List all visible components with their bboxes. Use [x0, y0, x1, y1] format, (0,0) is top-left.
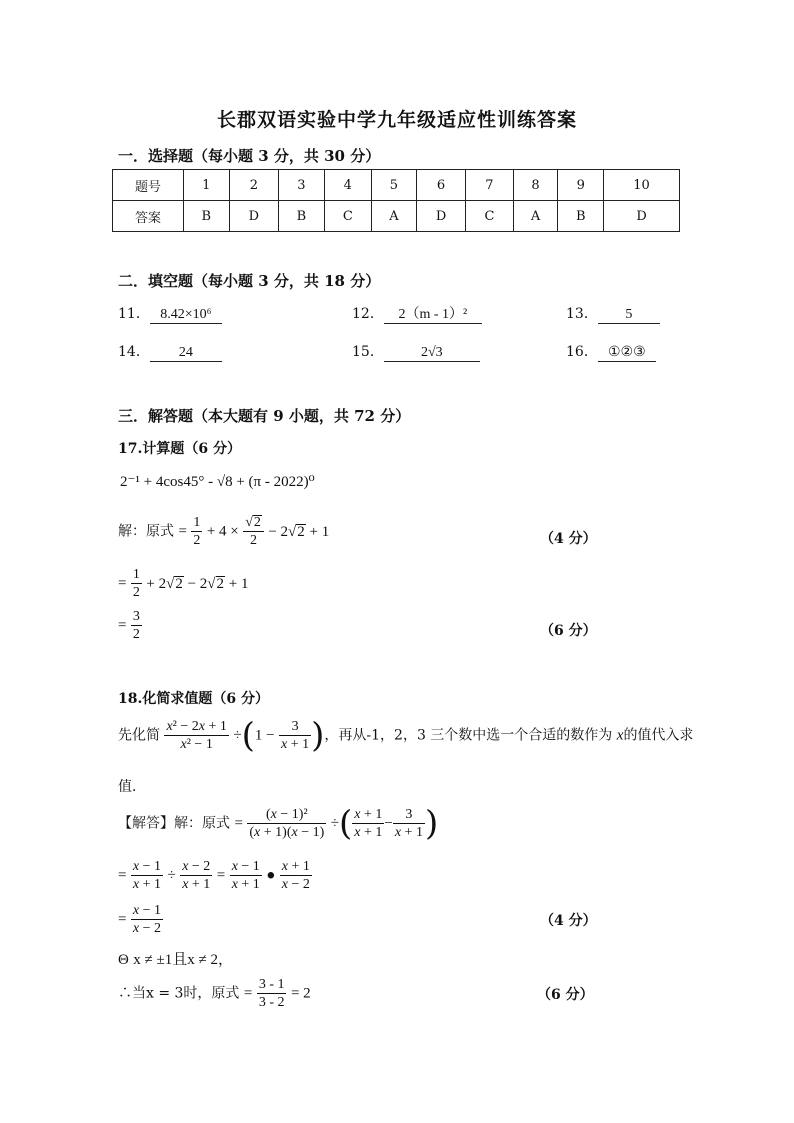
question-number: 2	[229, 170, 278, 201]
q17-points-1: （4 分）	[540, 531, 597, 547]
item-answer: 8.42×10⁶	[150, 306, 222, 324]
item-label: 11．	[118, 306, 150, 322]
fill-item-14	[118, 341, 222, 362]
prompt-text: 的值代入求	[623, 727, 694, 744]
q17-points-2: （6 分）	[540, 623, 597, 639]
q17-solution-line-1: 解：原式 = $\frac{1}{2}$ + 4 × $\frac{√2}{2}$ − 2√2 + 1	[118, 515, 330, 548]
item-label: 14．	[118, 344, 150, 360]
question-number: 1	[184, 170, 230, 201]
question-number: 4	[324, 170, 371, 201]
q17-expression: 2⁻¹ + 4cos45° - √8 + (π - 2022)⁰	[120, 474, 315, 490]
prompt-text: 先化简	[118, 727, 160, 744]
fill-item-15	[352, 341, 480, 362]
answer-cell: B	[558, 201, 604, 232]
fill-item-16	[566, 341, 656, 362]
condition-text: x ≠ ±1且x ≠ 2，	[133, 952, 233, 968]
q18-solution-line-2: = $\frac{x - 1}{x + 1}$ ÷ $\frac{x - 2}{x + 1}$ = $\frac{x - 1}{x + 1}$ ● $\frac{x + 1}{x - 2}$	[118, 859, 310, 892]
item-answer: 2√3	[384, 344, 480, 362]
final-prefix: ∴当x = 3时，原式	[118, 985, 240, 1002]
question-number: 5	[371, 170, 416, 201]
fraction: $\frac{x + 1}{x + 1}$	[354, 807, 383, 840]
q18-solution-line-3: = $\frac{x - 1}{x - 2}$	[118, 903, 162, 936]
fraction: $\frac{3 - 1}{3 - 2}$	[258, 977, 285, 1010]
fraction: $\frac{x - 2}{x + 1}$	[182, 859, 211, 892]
answer-cell: B	[184, 201, 230, 232]
row-label-answer: 答案	[113, 201, 184, 232]
q18-title: 18.化简求值题（6 分）	[118, 691, 269, 707]
q18-condition	[118, 948, 233, 969]
fraction: $\frac{3}{2}$	[132, 609, 140, 642]
fill-item-12	[352, 303, 482, 324]
answer-cell: A	[371, 201, 416, 232]
q18-prompt: 先化简 $\frac{\text{x² − 2x + 1}}{\text{x² − 1}}$ ÷(1 − $\frac{3}{x + 1}$ )，再从-1，2，3 三个数中选一个合适的数作为 x的值代入求	[118, 715, 694, 756]
fraction: $\frac{3}{x + 1}$	[394, 807, 423, 840]
solution-prefix: 【解答】解：原式	[118, 815, 230, 832]
question-number: 6	[416, 170, 465, 201]
q17-title: 17.计算题（6 分）	[118, 441, 241, 457]
fraction: $\frac{3}{x + 1}$	[281, 719, 310, 752]
fill-item-13	[566, 303, 660, 324]
fill-item-11	[118, 303, 222, 324]
item-answer: 2（m - 1）²	[384, 306, 482, 324]
fraction: $\frac{x - 1}{x + 1}$	[132, 859, 162, 892]
question-number: 7	[466, 170, 513, 201]
answer-cell: A	[513, 201, 558, 232]
fraction: $\frac{x - 1}{x - 2}$	[132, 903, 162, 936]
answer-cell: D	[604, 201, 680, 232]
q18-solution-line-1: 【解答】解：原式 = $\frac{\text{(x − 1)²}}{(x + 1)(x - 1)}$ ÷( $\frac{x + 1}{x + 1}$ − $\frac{3}{x + 1}$ )	[118, 803, 439, 844]
fraction: $\frac{x - 1}{x + 1}$	[231, 859, 260, 892]
solution-prefix: 解：原式	[118, 523, 174, 540]
section-3-heading: 三．解答题（本大题有 9 小题，共 72 分）	[118, 407, 411, 425]
question-number: 8	[513, 170, 558, 201]
row-label-question: 题号	[113, 170, 184, 201]
q17-solution-line-3: = $\frac{3}{2}$	[118, 609, 140, 642]
table-row-answers	[113, 201, 680, 232]
fraction: $\frac{\text{x² − 2x + 1}}{\text{x² − 1}}$	[166, 719, 227, 752]
q18-points-2: （6 分）	[537, 987, 594, 1003]
q18-points-1: （4 分）	[540, 913, 597, 929]
question-number: 9	[558, 170, 604, 201]
prompt-text: ，再从-1，2，3 三个数中选一个合适的数作为	[324, 727, 613, 744]
fraction: $\frac{1}{2}$	[132, 567, 140, 600]
question-number: 3	[279, 170, 325, 201]
because-symbol: Θ	[118, 952, 129, 968]
item-label: 16．	[566, 344, 598, 360]
item-answer: 24	[150, 344, 222, 362]
question-number: 10	[604, 170, 680, 201]
section-2-heading: 二．填空题（每小题 3 分，共 18 分）	[118, 272, 381, 290]
fraction: $\frac{x + 1}{x - 2}$	[281, 859, 310, 892]
answer-cell: C	[466, 201, 513, 232]
answer-cell: D	[229, 201, 278, 232]
item-label: 12．	[352, 306, 384, 322]
fraction: $\frac{1}{2}$	[193, 515, 201, 548]
item-label: 13．	[566, 306, 598, 322]
fraction: $\frac{√2}{2}$	[243, 514, 264, 549]
table-row-numbers	[113, 170, 680, 201]
answer-cell: D	[416, 201, 465, 232]
item-answer: ①②③	[598, 344, 656, 362]
item-label: 15．	[352, 344, 384, 360]
item-answer: 5	[598, 306, 660, 324]
q18-prompt-end: 值．	[118, 779, 146, 795]
page-title: 长郡双语实验中学九年级适应性训练答案	[216, 109, 577, 131]
answer-cell: B	[279, 201, 325, 232]
section-1-heading: 一．选择题（每小题 3 分，共 30 分）	[118, 147, 381, 165]
q18-final-line: ∴当x = 3时，原式 = $\frac{3 - 1}{3 - 2}$ = 2	[118, 977, 311, 1010]
answer-cell: C	[324, 201, 371, 232]
choice-answer-table	[112, 169, 680, 232]
fraction: $\frac{\text{(x − 1)²}}{(x + 1)(x - 1)}$	[249, 807, 325, 840]
q17-solution-line-2: = $\frac{1}{2}$ + 2√2 − 2√2 + 1	[118, 567, 249, 600]
